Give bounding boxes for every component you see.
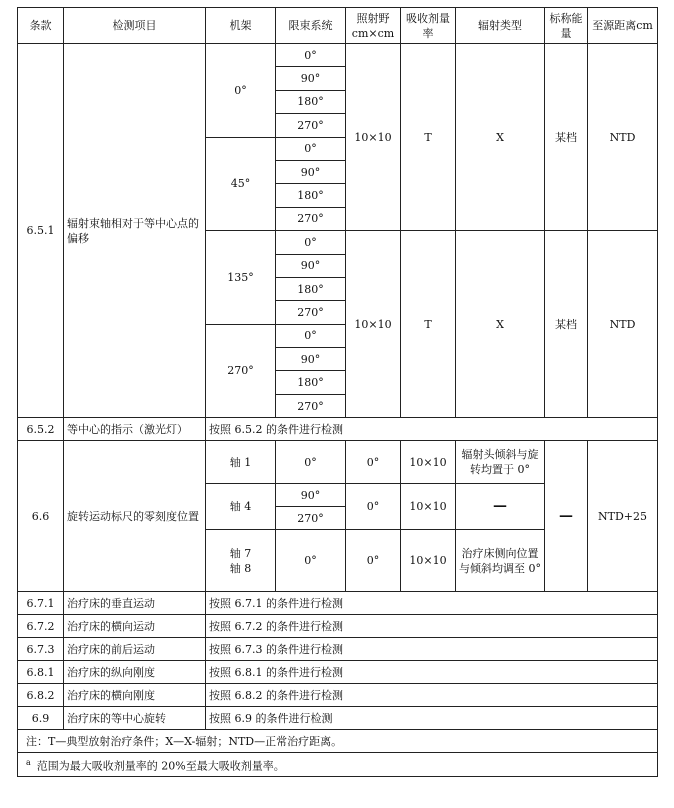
clause-cell: 6.7.1 — [18, 592, 64, 615]
item-cell: 治疗床的纵向刚度 — [64, 661, 206, 684]
header-nominal-energy: 标称能量 — [545, 8, 588, 44]
energy-dash: — — [545, 441, 588, 592]
method-cell: 按照 6.7.3 的条件进行检测 — [206, 638, 658, 661]
collimator-value: 0° — [276, 231, 346, 254]
collimator-value: 90° — [276, 160, 346, 183]
axis-7-label: 轴 7 — [229, 546, 252, 560]
item-6-5-2: 等中心的指示（激光灯） — [64, 418, 206, 441]
field-size-value: 10×10 — [401, 441, 456, 484]
field-value: 10×10 — [346, 231, 401, 418]
method-cell: 按照 6.9 的条件进行检测 — [206, 707, 658, 730]
header-radiation-type: 辐射类型 — [456, 8, 545, 44]
field-size-value: 10×10 — [401, 484, 456, 530]
gantry-270: 270° — [206, 324, 276, 418]
collimator-value: 180° — [276, 277, 346, 300]
test-conditions-table — [17, 7, 658, 777]
clause-6-6: 6.6 — [18, 441, 64, 592]
item-cell: 治疗床的横向运动 — [64, 615, 206, 638]
collimator-value: 90° — [276, 348, 346, 371]
item-cell: 治疗床的横向刚度 — [64, 684, 206, 707]
dose-rate-value: T — [401, 231, 456, 418]
field-size-value: 10×10 — [401, 530, 456, 592]
method-cell: 按照 6.7.1 的条件进行检测 — [206, 592, 658, 615]
field-angle-value: 0° — [346, 484, 401, 530]
axis-8-label: 轴 8 — [229, 561, 252, 575]
clause-cell: 6.8.2 — [18, 684, 64, 707]
table-row — [18, 615, 658, 638]
clause-6-5-2: 6.5.2 — [18, 418, 64, 441]
note-2-cell — [18, 753, 658, 777]
collimator-value: 180° — [276, 371, 346, 394]
condition-axis-7-8: 治疗床侧向位置与倾斜均调至 0° — [456, 530, 545, 592]
axis-1-label: 轴 1 — [206, 441, 276, 484]
table-row — [18, 418, 658, 441]
method-6-5-2: 按照 6.5.2 的条件进行检测 — [206, 418, 658, 441]
clause-cell: 6.7.3 — [18, 638, 64, 661]
header-dose-rate: 吸收剂量率 — [401, 8, 456, 44]
distance-value: NTD — [588, 44, 658, 231]
note-row — [18, 730, 658, 753]
gantry-45: 45° — [206, 137, 276, 231]
item-cell: 治疗床的等中心旋转 — [64, 707, 206, 730]
collimator-value: 180° — [276, 90, 346, 113]
header-distance: 至源距离cm — [588, 8, 658, 44]
method-cell: 按照 6.7.2 的条件进行检测 — [206, 615, 658, 638]
collimator-value: 270° — [276, 301, 346, 324]
header-row — [18, 8, 658, 44]
collimator-value: 0° — [276, 441, 346, 484]
note-1: 注：T—典型放射治疗条件；X—X-辐射；NTD—正常治疗距离。 — [18, 730, 658, 753]
method-cell: 按照 6.8.1 的条件进行检测 — [206, 661, 658, 684]
item-cell: 治疗床的垂直运动 — [64, 592, 206, 615]
field-angle-value: 0° — [346, 441, 401, 484]
item-6-5-1: 辐射束轴相对于等中心点的偏移 — [64, 44, 206, 418]
header-field: 照射野cm×cm — [346, 8, 401, 44]
footnote-marker: a — [26, 758, 31, 768]
radiation-type-value: X — [456, 44, 545, 231]
collimator-value: 180° — [276, 184, 346, 207]
collimator-value: 270° — [276, 207, 346, 230]
header-gantry: 机架 — [206, 8, 276, 44]
note-row — [18, 753, 658, 777]
energy-value: 某档 — [545, 44, 588, 231]
table-row — [18, 44, 658, 67]
collimator-value: 90° — [276, 254, 346, 277]
header-item: 检测项目 — [64, 8, 206, 44]
note-2: 范围为最大吸收剂量率的 20%至最大吸收剂量率。 — [36, 760, 285, 774]
collimator-value: 270° — [276, 507, 346, 530]
radiation-type-value: X — [456, 231, 545, 418]
collimator-value: 0° — [276, 44, 346, 67]
table-row — [18, 684, 658, 707]
axis-7-8-label — [206, 530, 276, 592]
collimator-value: 270° — [276, 394, 346, 417]
condition-axis-4: — — [456, 484, 545, 530]
table-row — [18, 707, 658, 730]
collimator-value: 0° — [276, 530, 346, 592]
collimator-value: 0° — [276, 324, 346, 347]
collimator-value: 270° — [276, 114, 346, 137]
distance-value: NTD — [588, 231, 658, 418]
distance-6-6: NTD+25 — [588, 441, 658, 592]
condition-axis-1: 辐射头倾斜与旋转均置于 0° — [456, 441, 545, 484]
table-row — [18, 441, 658, 484]
field-angle-value: 0° — [346, 530, 401, 592]
collimator-value: 90° — [276, 67, 346, 90]
energy-value: 某档 — [545, 231, 588, 418]
clause-cell: 6.7.2 — [18, 615, 64, 638]
collimator-value: 90° — [276, 484, 346, 507]
gantry-0: 0° — [206, 44, 276, 138]
item-6-6: 旋转运动标尺的零刻度位置 — [64, 441, 206, 592]
clause-cell: 6.8.1 — [18, 661, 64, 684]
field-value: 10×10 — [346, 44, 401, 231]
item-cell: 治疗床的前后运动 — [64, 638, 206, 661]
axis-4-label: 轴 4 — [206, 484, 276, 530]
table-row — [18, 638, 658, 661]
dose-rate-value: T — [401, 44, 456, 231]
table-row — [18, 661, 658, 684]
table-row — [18, 592, 658, 615]
header-collimator: 限束系统 — [276, 8, 346, 44]
method-cell: 按照 6.8.2 的条件进行检测 — [206, 684, 658, 707]
clause-6-5-1: 6.5.1 — [18, 44, 64, 418]
collimator-value: 0° — [276, 137, 346, 160]
gantry-135: 135° — [206, 231, 276, 325]
header-clause: 条款 — [18, 8, 64, 44]
clause-cell: 6.9 — [18, 707, 64, 730]
